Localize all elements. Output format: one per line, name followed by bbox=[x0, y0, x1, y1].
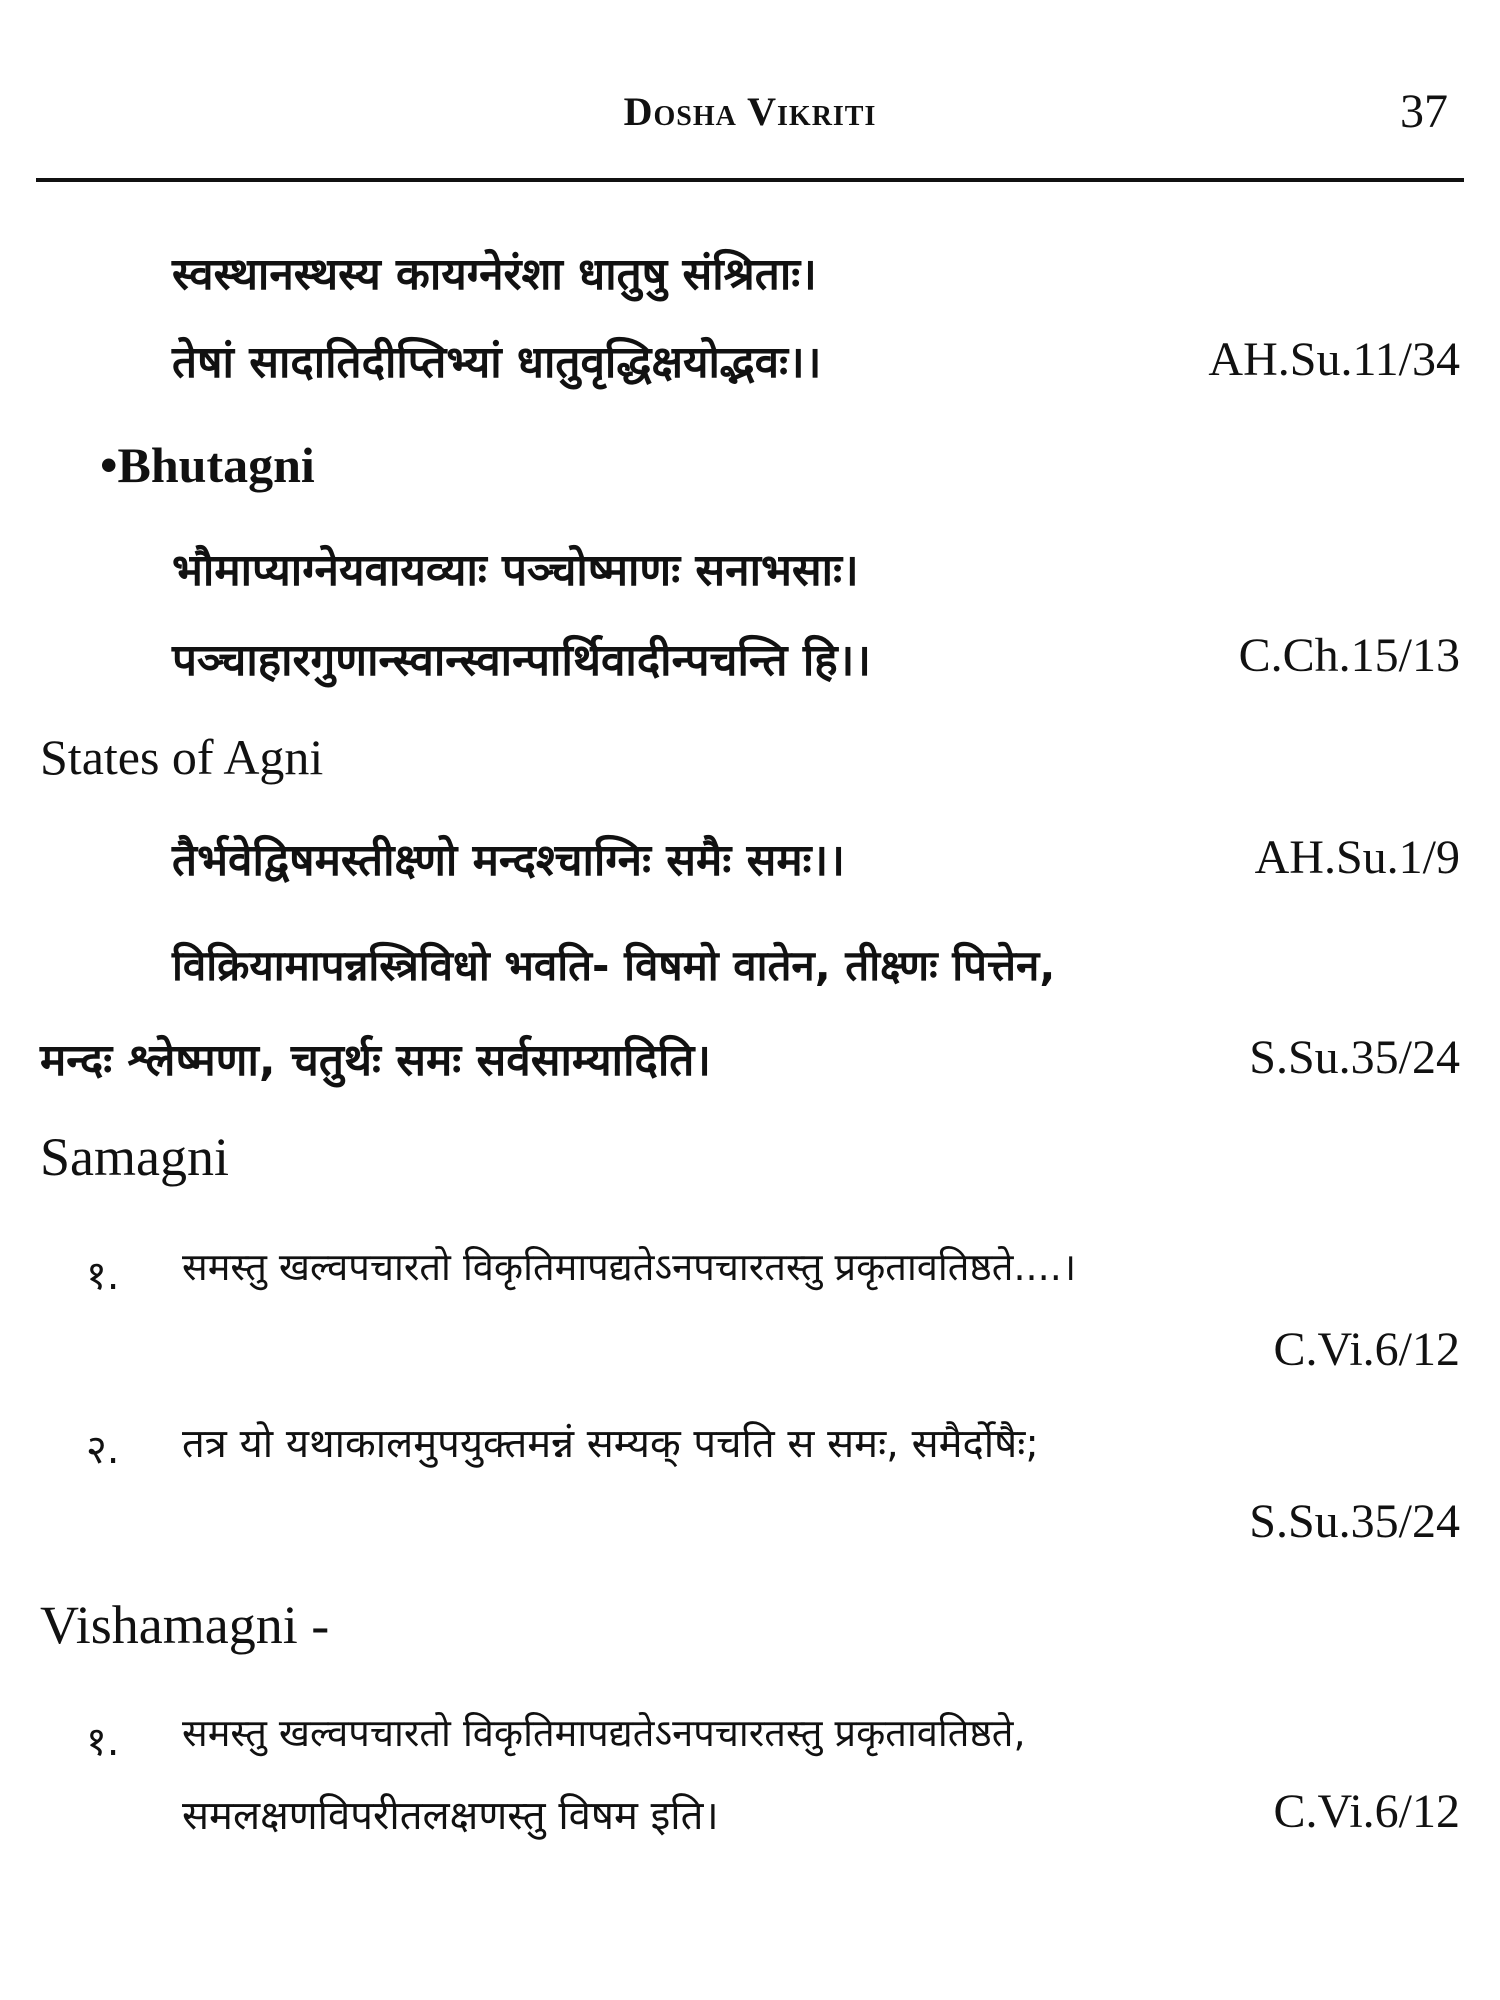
verse-line: भौमाप्याग्नेयवायव्याः पञ्चोष्माणः सनाभसाः। bbox=[172, 545, 859, 596]
item-number: १. bbox=[86, 1253, 120, 1299]
citation: S.Su.35/24 bbox=[1249, 1495, 1460, 1548]
citation: AH.Su.11/34 bbox=[1208, 333, 1460, 386]
section-heading-states-of-agni: States of Agni bbox=[40, 729, 324, 785]
section-heading-bhutagni: •Bhutagni bbox=[100, 437, 315, 493]
verse-line: विक्रियामापन्नस्त्रिविधो भवति- विषमो वातेन, तीक्ष्णः पित्तेन, bbox=[172, 941, 1056, 990]
section-heading-samagni: Samagni bbox=[40, 1127, 229, 1187]
verse-line: पञ्चाहारगुणान्स्वान्स्वान्पार्थिवादीन्पचन्ति हि।। bbox=[172, 635, 871, 686]
page-header bbox=[36, 85, 1464, 158]
verse-line: तत्र यो यथाकालमुपयुक्तमन्नं सम्यक् पचति स समः, समैर्दोषैः; bbox=[182, 1421, 1039, 1467]
citation: C.Vi.6/12 bbox=[1273, 1785, 1460, 1838]
item-number: १. bbox=[86, 1719, 120, 1765]
page-number: 37 bbox=[1400, 85, 1448, 138]
verse-line: स्वस्थानस्थस्य कायग्नेरंशा धातुषु संश्रिताः। bbox=[172, 249, 817, 300]
verse-line: समलक्षणविपरीतलक्षणस्तु विषम इति। bbox=[182, 1793, 719, 1839]
item-number: २. bbox=[86, 1427, 120, 1473]
section-heading-vishamagni: Vishamagni - bbox=[40, 1595, 330, 1655]
citation: AH.Su.1/9 bbox=[1254, 831, 1460, 884]
citation: C.Vi.6/12 bbox=[1273, 1323, 1460, 1376]
citation: C.Ch.15/13 bbox=[1238, 629, 1460, 682]
verse-line: समस्तु खल्वपचारतो विकृतिमापद्यतेऽनपचारतस्तु प्रकृतावतिष्ठते....। bbox=[182, 1245, 1077, 1289]
running-head: Dosha Vikriti bbox=[623, 89, 877, 134]
verse-line: मन्दः श्लेष्मणा, चतुर्थः समः सर्वसाम्यादिति। bbox=[40, 1035, 711, 1086]
header-rule bbox=[36, 178, 1464, 182]
verse-line: तेषां सादातिदीप्तिभ्यां धातुवृद्धिक्षयोद्भवः।। bbox=[172, 337, 822, 388]
verse-line: तैर्भवेद्विषमस्तीक्ष्णो मन्दश्चाग्निः समैः समः।। bbox=[172, 835, 845, 886]
verse-line: समस्तु खल्वपचारतो विकृतिमापद्यतेऽनपचारतस्तु प्रकृतावतिष्ठते, bbox=[182, 1711, 1026, 1755]
citation: S.Su.35/24 bbox=[1249, 1031, 1460, 1084]
